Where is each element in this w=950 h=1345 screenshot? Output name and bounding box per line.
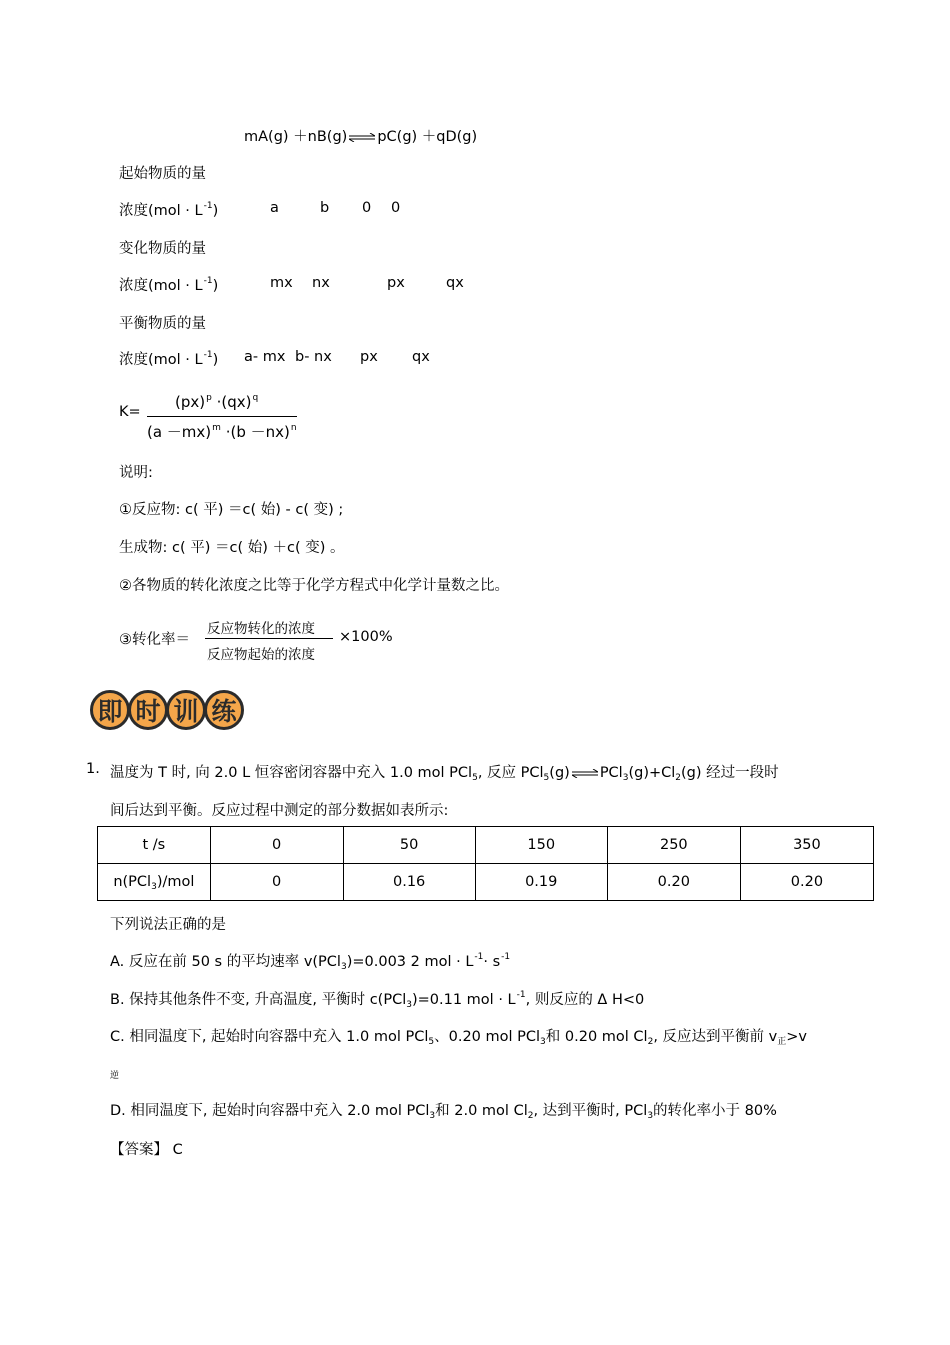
- section-char-4: 练: [204, 690, 244, 730]
- k-fraction: [147, 388, 299, 446]
- option-d: D. 相同温度下, 起始时向容器中充入 2.0 mol PCl$_3$和 2.0 mol $Cl_2$, 达到平衡时, PCl$_3$的转化率小于 80%: [110, 1103, 777, 1121]
- option-c-wrap: 逆: [110, 1071, 120, 1081]
- table-cell: 0: [210, 827, 343, 864]
- table-cell: 150: [475, 827, 607, 864]
- reaction-equation: mA(g) ＋nB(g) pC(g) ＋qD(g): [244, 129, 478, 145]
- k-numerator: (px)$^p$ ·(qx)$^q$: [175, 393, 259, 411]
- table-row: [98, 864, 874, 901]
- start-label: 起始物质的量: [119, 166, 206, 182]
- data-table: [97, 826, 874, 901]
- equilibrium-arrow-icon: [349, 133, 375, 142]
- section-char-1: 即: [90, 690, 130, 730]
- notes-title: 说明:: [119, 465, 153, 481]
- change-val-a: mx: [270, 275, 293, 291]
- change-val-c: px: [387, 275, 405, 291]
- option-a: A. 反应在前 50 s 的平均速率 v(PCl$_3$)=0.003 2 mol · $L^{-1}\cdot s^{-1}$: [110, 952, 511, 972]
- start-val-a: a: [270, 200, 279, 216]
- answer: 【答案】 C: [110, 1142, 183, 1158]
- table-cell: 250: [607, 827, 740, 864]
- table-cell: 0.20: [607, 864, 740, 901]
- eq-val-c: px: [360, 349, 378, 365]
- note-conversion-denominator: 反应物起始的浓度: [207, 647, 315, 663]
- start-conc-row: 浓度$(mol \cdot L^{-1})$: [119, 201, 219, 219]
- note-product: 生成物: c( 平) ＝c( 始) ＋c( 变) 。: [119, 540, 345, 556]
- table-cell: 0: [210, 864, 343, 901]
- k-fraction-bar: [147, 416, 297, 417]
- start-val-b: b: [320, 200, 330, 216]
- section-char-3: 训: [166, 690, 206, 730]
- note-conversion-numerator: 反应物转化的浓度: [207, 621, 315, 637]
- equilibrium-arrow-icon: [572, 769, 598, 778]
- table-cell: t /s: [98, 827, 211, 864]
- option-b: B. 保持其他条件不变, 升高温度, 平衡时 c(PCl$_3$)=0.11 mol · $L^{-1}$, 则反应的 Δ H<0: [110, 990, 645, 1010]
- change-val-d: qx: [446, 275, 464, 291]
- table-header-row: [98, 827, 874, 864]
- question-line-1: 温度为 T 时, 向 2.0 L 恒容密闭容器中充入 1.0 mol PCl$_5$, 反应 PCl$_5$(g) $PCl_3(g)+Cl_2(g)$ 经过一段时: [110, 765, 779, 783]
- start-val-d: 0: [391, 200, 401, 216]
- eq-val-b: b- nx: [295, 349, 332, 365]
- note-reactant: ①反应物: c( 平) ＝c( 始) - c( 变) ;: [119, 502, 344, 518]
- eq-conc-row: 浓度$(mol \cdot L^{-1})$: [119, 350, 219, 368]
- table-cell: 0.16: [343, 864, 475, 901]
- table-cell: 0.20: [740, 864, 873, 901]
- eq-label: 平衡物质的量: [119, 316, 206, 332]
- table-cell: n(PCl$_3$)/mol: [98, 864, 211, 901]
- table-cell: 50: [343, 827, 475, 864]
- question-line-2: 间后达到平衡。反应过程中测定的部分数据如表所示:: [110, 803, 449, 819]
- question-prompt: 下列说法正确的是: [110, 917, 226, 933]
- section-heading: [90, 690, 242, 730]
- note-ratio: ②各物质的转化浓度之比等于化学方程式中化学计量数之比。: [119, 578, 509, 594]
- change-conc-row: 浓度$(mol \cdot L^{-1})$: [119, 276, 219, 294]
- k-denominator: $(a -mx)^m \cdot(b -nx)^n$: [147, 423, 297, 441]
- option-c: C. 相同温度下, 起始时向容器中充入 1.0 mol PCl$_5$、0.20 mol PCl$_3$和 0.20 mol $Cl_2$, 反应达到平衡前 $v_正>v$: [110, 1029, 807, 1047]
- change-val-b: nx: [312, 275, 330, 291]
- table-cell: 0.19: [475, 864, 607, 901]
- question-number: 1.: [86, 761, 100, 777]
- eq-val-a: a- mx: [244, 349, 286, 365]
- note-conversion-label: ③转化率＝: [119, 632, 190, 648]
- eq-val-d: qx: [412, 349, 430, 365]
- section-char-2: 时: [128, 690, 168, 730]
- table-cell: 350: [740, 827, 873, 864]
- note-conversion-bar: [205, 638, 333, 639]
- note-conversion-tail: ×100%: [339, 629, 393, 645]
- start-val-c: 0: [362, 200, 372, 216]
- change-label: 变化物质的量: [119, 241, 206, 257]
- k-label: K=: [119, 404, 141, 420]
